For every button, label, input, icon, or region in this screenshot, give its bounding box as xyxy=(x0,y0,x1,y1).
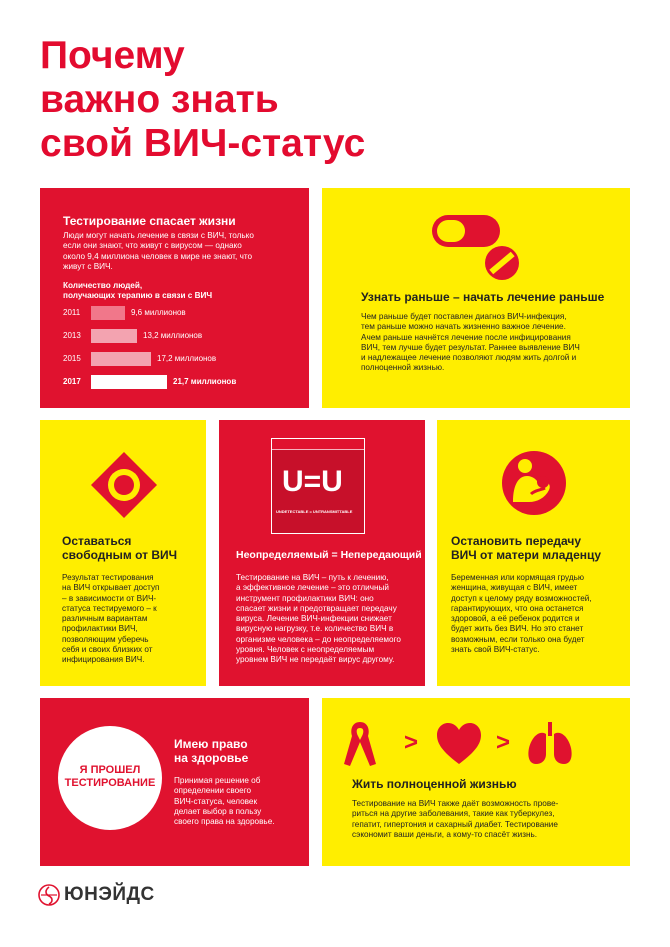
text-line: знать свой ВИЧ-статус. xyxy=(451,645,540,655)
text-line: ВИЧ, тем лучше будет результат. Раннее выявление ВИЧ xyxy=(361,342,580,352)
early-title: Узнать раньше – начать лечение раньше xyxy=(361,290,605,304)
text-line: – в зависимости от ВИЧ- xyxy=(62,593,157,603)
text-line: Принимая решение об xyxy=(174,776,261,785)
text-line: и надлежащее лечение позволяют людям жить долгой и xyxy=(361,353,577,363)
badge-line: ТЕСТИРОВАНИЕ xyxy=(64,777,156,789)
mother-child-icon xyxy=(501,450,567,516)
text-line: живут с ВИЧ. xyxy=(63,261,113,271)
text-line: сэкономит ваши деньги, а кому-то спасёт жизнь. xyxy=(352,829,538,839)
bar-value-label: 21,7 миллионов xyxy=(173,377,237,386)
life-text xyxy=(352,799,558,840)
bar-year-label: 2011 xyxy=(63,308,81,317)
text-line: позволяющим уберечь xyxy=(62,634,149,644)
title-line: свободным от ВИЧ xyxy=(62,548,178,562)
text-line: Люди могут начать лечение в связи с ВИЧ, только xyxy=(63,231,254,240)
text-line: статуса тестируемого – к xyxy=(62,603,157,613)
bar-year-label: 2015 xyxy=(63,354,81,363)
rights-title xyxy=(174,737,248,765)
text-line: профилактики ВИЧ, xyxy=(62,624,138,634)
bar xyxy=(91,375,167,389)
free-panel xyxy=(40,420,206,686)
page-title xyxy=(40,34,365,166)
bar-value-label: 9,6 миллионов xyxy=(131,308,186,317)
mother-text xyxy=(451,573,592,655)
title-line: Имею право xyxy=(174,737,248,751)
text-line: будет жить без ВИЧ. Но это станет xyxy=(451,624,584,634)
bar-year-label: 2017 xyxy=(63,377,81,386)
bar-year-label: 2013 xyxy=(63,331,81,340)
text-line: определении своего xyxy=(174,786,252,796)
text-line: инфицирования ВИЧ. xyxy=(62,655,145,665)
text-line: спасает жизни и предотвращает передачу xyxy=(236,603,397,613)
badge-line: Я ПРОШЕЛ xyxy=(79,764,141,776)
chart-title xyxy=(63,281,212,301)
bar-value-label: 13,2 миллионов xyxy=(143,331,203,340)
testing-text xyxy=(63,231,254,272)
text-line: доступ к целому ряду возможностей, xyxy=(451,593,592,603)
text-line: различным вариантам xyxy=(62,614,148,624)
arrow-1: > xyxy=(404,729,419,756)
lungs-icon xyxy=(526,720,574,766)
text-line: если они знают, что живут с вирусом — однако xyxy=(63,241,242,251)
uu-text xyxy=(236,573,401,666)
early-text xyxy=(361,312,580,374)
uu-panel xyxy=(219,420,425,686)
text-line: ВИЧ-статуса, человек xyxy=(174,796,258,806)
text-line: себя и своих близких от xyxy=(62,645,153,655)
mother-title xyxy=(451,534,601,562)
free-title xyxy=(62,534,177,562)
text-line: здоровой, а её ребенок родится и xyxy=(451,614,580,624)
uu-badge-subtext: UNDETECTABLE = UNTRANSMITTABLE xyxy=(276,509,353,514)
text-line: возможным, если только она будет xyxy=(451,634,585,644)
life-panel xyxy=(322,698,630,866)
prevention-diamond-icon xyxy=(89,450,159,520)
title-line: Почему xyxy=(40,34,185,77)
text-line: а эффективное лечение – это отличный xyxy=(236,583,389,593)
text-line: Тестирование на ВИЧ также даёт возможность прове- xyxy=(352,799,559,808)
arrow-2: > xyxy=(496,729,511,756)
text-line: Результат тестирования xyxy=(62,573,154,582)
bar-value-label: 17,2 миллионов xyxy=(157,354,217,363)
text-line: организме человека – до неопределяемого xyxy=(236,634,401,644)
title-line: важно знать xyxy=(40,78,279,121)
uu-badge-top xyxy=(272,439,364,450)
text-line: уровнем ВИЧ не передаёт вирус другому. xyxy=(236,655,395,665)
rights-panel xyxy=(40,698,309,866)
bar xyxy=(91,352,151,366)
title-line: ВИЧ от матери младенцу xyxy=(451,548,602,562)
title-line: Оставаться xyxy=(62,534,132,548)
uu-badge-text: U=U xyxy=(282,465,343,498)
unaids-logo xyxy=(38,884,155,906)
text-line: гарантирующих, что она останется xyxy=(451,603,584,613)
title-line: на здоровье xyxy=(174,751,249,765)
chart-title-line: получающих терапию в связи с ВИЧ xyxy=(63,291,213,300)
text-line: тем раньше можно начать жизненно важное лечение. xyxy=(361,322,566,332)
tested-badge xyxy=(58,726,162,830)
uu-badge xyxy=(271,438,365,534)
heart-icon xyxy=(435,722,483,766)
unaids-emblem-icon xyxy=(38,884,60,906)
testing-panel xyxy=(40,188,309,408)
text-line: вируса. Лечение ВИЧ-инфекции снижает xyxy=(236,614,392,624)
text-line: гепатит, гипертония и сахарный диабет. Тестирование xyxy=(352,819,558,829)
bar xyxy=(91,329,137,343)
text-line: Тестирование на ВИЧ – путь к лечению, xyxy=(236,573,389,582)
uu-title: Неопределяемый = Непередающий xyxy=(236,549,422,561)
text-line: Беременная или кормящая грудью xyxy=(451,573,585,582)
free-text xyxy=(62,573,159,666)
text-line: инструмент профилактики ВИЧ: оно xyxy=(236,593,374,603)
pills-icon xyxy=(430,206,530,286)
ribbon-icon xyxy=(342,720,378,768)
tested-badge-text xyxy=(58,764,162,790)
text-line: Чем раньше будет поставлен диагноз ВИЧ-инфекция, xyxy=(361,312,567,321)
title-line: свой ВИЧ-статус xyxy=(40,122,366,165)
text-line: делает выбор в пользу xyxy=(174,806,262,816)
text-line: Ачем раньше начнётся лечение после инфицирования xyxy=(361,332,571,342)
text-line: риться на другие заболевания, такие как туберкулез, xyxy=(352,809,555,819)
life-title: Жить полноценной жизнью xyxy=(352,777,517,791)
testing-title: Тестирование спасает жизни xyxy=(63,214,236,228)
bar xyxy=(91,306,125,320)
text-line: женщина, живущая с ВИЧ, имеет xyxy=(451,583,578,593)
text-line: уровня. Человек с неопределяемым xyxy=(236,645,375,655)
unaids-logo-text: ЮНЭЙДС xyxy=(64,884,155,905)
rights-text xyxy=(174,776,275,827)
title-line: Остановить передачу xyxy=(451,534,582,548)
early-panel xyxy=(322,188,630,408)
text-line: полноценной жизнью. xyxy=(361,363,445,373)
text-line: вирусную нагрузку, т.е. количество ВИЧ в xyxy=(236,624,394,634)
chart-title-line: Количество людей, xyxy=(63,281,143,290)
text-line: около 9,4 миллиона человек в мире не знают, что xyxy=(63,251,253,261)
mother-panel xyxy=(437,420,630,686)
text-line: своего права на здоровье. xyxy=(174,817,275,827)
text-line: на ВИЧ открывает доступ xyxy=(62,583,160,593)
